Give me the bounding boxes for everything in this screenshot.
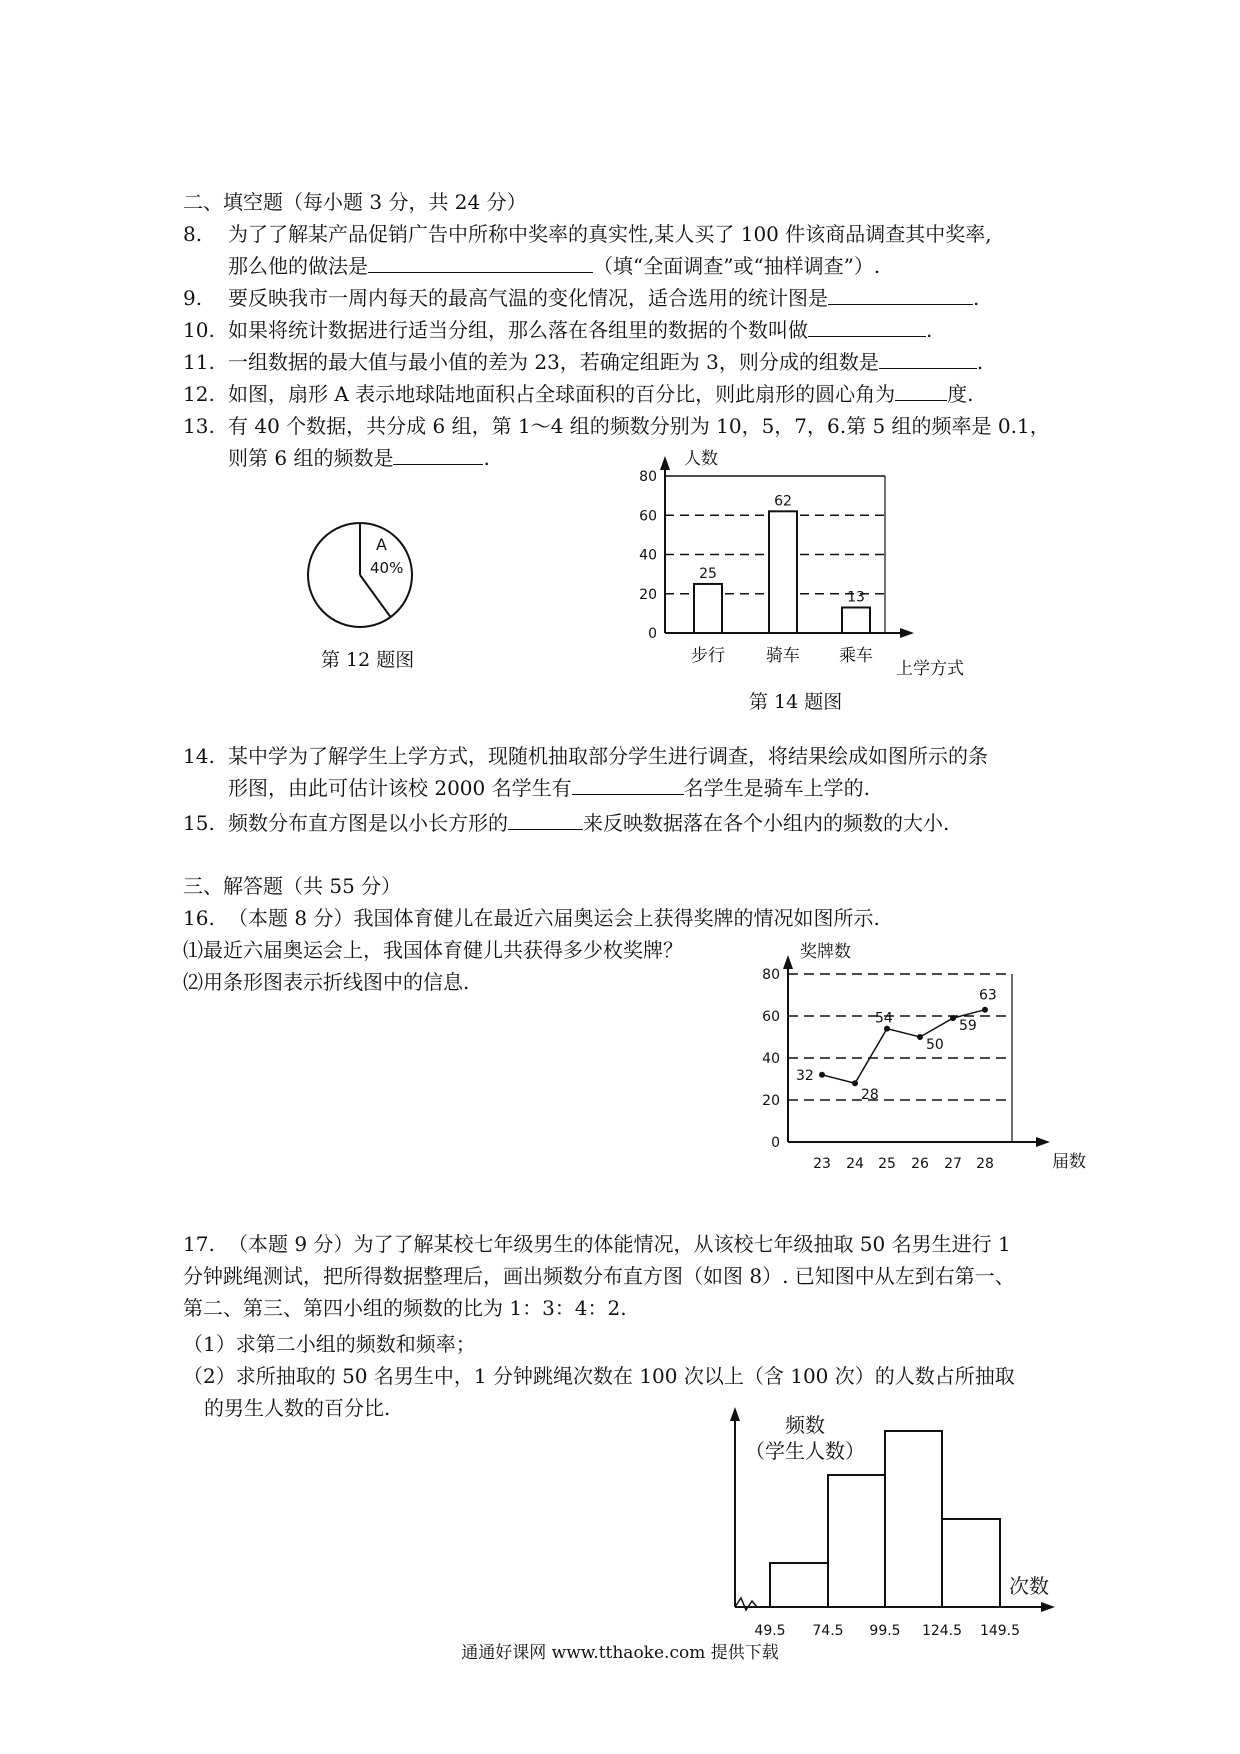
chart17-bar <box>828 1475 885 1607</box>
chart16-data-label: 28 <box>861 1087 879 1104</box>
q14-text-b: 名学生是骑车上学的. <box>683 776 870 800</box>
chart16-data-label: 32 <box>796 1067 814 1084</box>
figure-16-line-chart <box>740 935 1110 1180</box>
q13-number: 13. <box>183 414 215 438</box>
chart14-bar <box>842 607 870 633</box>
chart17-x-tick-label: 74.5 <box>812 1623 844 1639</box>
chart14-category-label: 骑车 <box>766 646 800 666</box>
q13-line1: 有 40 个数据，共分成 6 组，第 1～4 组的频数分别为 10，5，7，6.第 5 组的频率是 0.1， <box>228 414 1050 438</box>
q12-text <box>228 382 974 406</box>
chart16-x-tick-label: 27 <box>944 1156 962 1172</box>
q12-text-a: 如图，扇形 A 表示地球陆地面积占全球面积的百分比，则此扇形的圆心角为 <box>228 382 896 406</box>
q14-text-a: 形图，由此可估计该校 2000 名学生有 <box>228 776 572 800</box>
q15-text-a: 频数分布直方图是以小长方形的 <box>228 811 508 835</box>
q13-text-b: . <box>483 446 490 470</box>
chart14-bar <box>694 584 722 633</box>
page-footer: 通通好课网 www.tthaoke.com 提供下载 <box>461 1643 779 1663</box>
figure-17-histogram <box>715 1405 1075 1650</box>
chart17-x-tick-label: 149.5 <box>979 1623 1021 1639</box>
q16-text: （本题 8 分）我国体育健儿在最近六届奥运会上获得奖牌的情况如图所示. <box>228 906 880 930</box>
chart14-data-label: 25 <box>699 565 717 582</box>
chart16-data-point <box>917 1034 923 1040</box>
q17-part2-cont: 的男生人数的百分比. <box>204 1396 391 1420</box>
q14-line2 <box>228 776 870 800</box>
q15-answer-blank[interactable] <box>508 811 583 830</box>
section-heading-answer: 三、解答题（共 55 分） <box>183 874 402 898</box>
q11-text-b: . <box>976 350 984 374</box>
chart16-y-tick-label: 0 <box>771 1135 780 1151</box>
q8-line1: 为了了解某产品促销广告中所称中奖率的真实性,某人买了 100 件该商品调查其中奖率, <box>228 222 992 246</box>
q15-number: 15. <box>183 811 215 835</box>
chart14-y-tick-label: 60 <box>639 508 657 525</box>
chart14-y-tick-label: 80 <box>639 469 657 485</box>
chart16-data-point <box>982 1007 988 1013</box>
chart17-bar <box>885 1431 942 1607</box>
q17-number: 17. <box>183 1232 215 1256</box>
chart16-data-label: 63 <box>979 987 997 1004</box>
q17-part2: （2）求所抽取的 50 名男生中，1 分钟跳绳次数在 100 次以上（含 100 次）的人数占所抽取 <box>183 1364 1015 1388</box>
q14-line1: 某中学为了解学生上学方式，现随机抽取部分学生进行调查，将结果绘成如图所示的条 <box>228 744 988 768</box>
chart16-y-tick-label: 40 <box>762 1051 780 1067</box>
q11-text-a: 一组数据的最大值与最小值的差为 23，若确定组距为 3，则分成的组数是 <box>228 350 879 374</box>
figure-14-caption: 第 14 题图 <box>749 691 843 713</box>
chart16-y-arrow <box>783 955 793 969</box>
q12-text-b: 度. <box>947 382 974 406</box>
q8-answer-blank[interactable] <box>368 254 593 273</box>
q9-text <box>228 286 979 310</box>
q17-line1: （本题 9 分）为了了解某校七年级男生的体能情况，从该校七年级抽取 50 名男生进行 1 <box>228 1232 1011 1256</box>
q13-answer-blank[interactable] <box>393 446 483 465</box>
pie-label-percent: 40% <box>370 559 404 577</box>
chart17-x-axis-label: 次数 <box>1009 1574 1049 1598</box>
chart16-data-label: 54 <box>875 1010 893 1027</box>
chart16-data-point <box>950 1015 956 1021</box>
chart14-x-arrow <box>900 628 914 638</box>
chart14-category-label: 步行 <box>691 646 725 666</box>
q16-number: 16. <box>183 906 215 930</box>
chart14-category-label: 乘车 <box>839 646 873 666</box>
chart14-y-tick-label: 0 <box>648 626 657 642</box>
q10-number: 10. <box>183 318 215 342</box>
chart16-data-label: 50 <box>926 1037 944 1053</box>
q10-answer-blank[interactable] <box>808 318 926 337</box>
chart16-x-tick-label: 26 <box>911 1156 929 1172</box>
q11-answer-blank[interactable] <box>879 350 977 369</box>
figure-12-caption: 第 12 题图 <box>321 649 415 671</box>
q8-text-b: （填“全面调查”或“抽样调查”）. <box>593 254 881 278</box>
chart14-y-tick-label: 40 <box>639 547 657 564</box>
q9-answer-blank[interactable] <box>828 286 973 305</box>
chart16-x-tick-label: 28 <box>976 1156 994 1172</box>
chart14-y-arrow <box>660 456 670 470</box>
q12-number: 12. <box>183 382 215 406</box>
q9-number: 9. <box>183 286 203 310</box>
chart14-x-axis-label: 上学方式 <box>896 659 964 679</box>
chart14-data-label: 13 <box>847 589 865 606</box>
q14-number: 14. <box>183 744 215 768</box>
chart14-y-tick-label: 20 <box>639 586 657 603</box>
q8-number: 8. <box>183 222 203 246</box>
chart17-x-arrow <box>1041 1602 1055 1612</box>
chart16-x-axis-label: 届数 <box>1052 1152 1086 1172</box>
chart17-x-tick-label: 49.5 <box>754 1623 786 1639</box>
chart17-y-label-line1: 频数 <box>785 1413 825 1437</box>
chart17-axis-break-mark <box>735 1598 757 1610</box>
chart17-bar <box>942 1519 1000 1607</box>
section-heading-fill-in: 二、填空题（每小题 3 分，共 24 分） <box>183 190 527 214</box>
chart16-data-point <box>852 1080 858 1086</box>
chart16-data-point <box>819 1072 825 1078</box>
chart17-x-tick-label: 124.5 <box>921 1623 963 1639</box>
q16-part1: ⑴最近六届奥运会上，我国体育健儿共获得多少枚奖牌？ <box>183 938 683 962</box>
chart14-data-label: 62 <box>774 493 792 510</box>
chart16-x-arrow <box>1036 1137 1050 1147</box>
q17-line2: 分钟跳绳测试，把所得数据整理后，画出频数分布直方图（如图 8）. 已知图中从左到右第一、 <box>183 1264 1015 1288</box>
q15-text <box>228 811 949 835</box>
q13-text-a: 则第 6 组的频数是 <box>228 446 394 470</box>
figure-14-bar-chart <box>620 440 980 680</box>
q10-text <box>228 318 932 342</box>
q10-text-a: 如果将统计数据进行适当分组，那么落在各组里的数据的个数叫做 <box>228 318 808 342</box>
q10-text-b: . <box>926 318 933 342</box>
q17-part1: （1）求第二小组的频数和频率； <box>183 1332 476 1356</box>
chart16-y-tick-label: 20 <box>762 1093 780 1109</box>
chart16-x-tick-label: 24 <box>846 1156 864 1172</box>
chart16-x-tick-label: 23 <box>813 1156 831 1172</box>
chart16-y-tick-label: 80 <box>762 967 780 983</box>
q9-text-a: 要反映我市一周内每天的最高气温的变化情况，适合选用的统计图是 <box>228 286 828 310</box>
pie-sector-edge <box>360 575 391 617</box>
q12-answer-blank[interactable] <box>895 382 947 401</box>
chart17-y-arrow <box>730 1407 740 1421</box>
chart16-y-axis-label: 奖牌数 <box>800 942 851 962</box>
chart14-bar <box>769 511 797 633</box>
q8-text-a: 那么他的做法是 <box>228 254 368 278</box>
q16-part2: ⑵用条形图表示折线图中的信息. <box>183 970 470 994</box>
q14-answer-blank[interactable] <box>572 776 684 795</box>
chart17-x-tick-label: 99.5 <box>869 1623 901 1639</box>
chart17-bar <box>770 1563 828 1607</box>
q15-text-b: 来反映数据落在各个小组内的频数的大小. <box>583 811 950 835</box>
chart16-data-label: 59 <box>959 1018 977 1035</box>
chart16-x-tick-label: 25 <box>878 1156 896 1172</box>
q11-number: 11. <box>183 350 215 374</box>
pie-label-a: A <box>376 535 387 554</box>
figure-12-pie <box>300 515 420 635</box>
chart14-y-axis-label: 人数 <box>684 449 718 469</box>
q9-text-b: . <box>973 286 980 310</box>
chart16-y-tick-label: 60 <box>762 1009 780 1025</box>
q13-line2 <box>228 446 490 470</box>
chart17-y-label-line2: （学生人数） <box>745 1439 865 1463</box>
q8-line2 <box>228 254 880 278</box>
q17-line3: 第二、第三、第四小组的频数的比为 1：3：4：2. <box>183 1296 627 1320</box>
q11-text <box>228 350 983 374</box>
